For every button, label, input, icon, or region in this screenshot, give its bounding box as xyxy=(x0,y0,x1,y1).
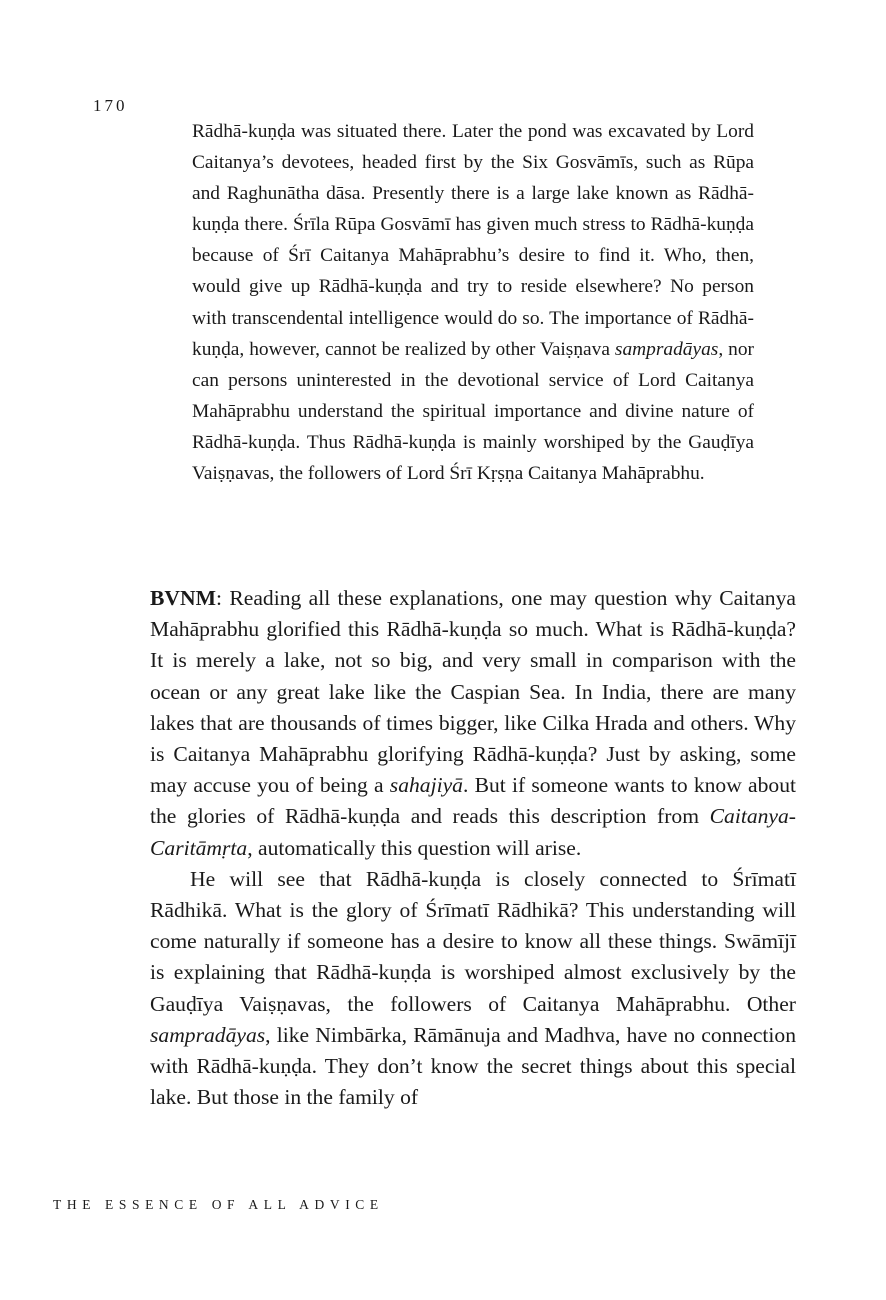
commentary-section xyxy=(150,583,796,1113)
commentary-paragraph-1 xyxy=(150,583,796,864)
quote-italic-sampradayas: sampradāyas xyxy=(614,338,719,360)
p2-italic-sampradayas: sampradāyas xyxy=(150,1022,266,1047)
p1-text-3: , automatically this question will arise. xyxy=(247,835,582,860)
page-number: 170 xyxy=(93,96,128,115)
p1-italic-book-title: Caitanya-Caritāmṛta xyxy=(150,804,796,860)
p2-text-2: , like Nimbārka, Rāmānuja and Madhva, have no connection with Rādhā-kuṇḍa. They don’t know the secret things about this special lake. But those in the family of xyxy=(150,1022,796,1110)
p2-text-1: He will see that Rādhā-kuṇḍa is closely connected to Śrīmatī Rādhikā. What is the glory of Śrīmatī Rādhikā? This understanding will come naturally if someone has a desire to know all these things. Swāmījī is explaining that Rādhā-kuṇḍa is worshiped almost exclusively by the Gauḍīya Vaiṣṇavas, the followers of Caitanya Mahāprabhu. Other xyxy=(150,866,796,1016)
quote-text-2: , nor can persons uninterested in the devotional service of Lord Caitanya Mahāprabhu understand the spiritual importance and divine nature of Rādhā-kuṇḍa. Thus Rādhā-kuṇḍa is mainly worshiped by the Gauḍīya Vaiṣṇavas, the followers of Lord Śrī Kṛṣṇa Caitanya Mahāprabhu. xyxy=(192,338,754,485)
quote-text-1: Rādhā-kuṇḍa was situated there. Later the pond was excavated by Lord Caitanya’s devotees, headed first by the Six Gosvāmīs, such as Rūpa and Raghunātha dāsa. Presently there is a large lake known as Rādhā-kuṇḍa there. Śrīla Rūpa Gosvāmī has given much stress to Rādhā-kuṇḍa because of Śrī Caitanya Mahāprabhu’s desire to find it. Who, then, would give up Rādhā-kuṇḍa and try to reside elsewhere? No person with transcendental intelligence would do so. The importance of Rādhā-kuṇḍa, however, cannot be realized by other Vaiṣṇava xyxy=(192,121,754,360)
commentary-paragraph-2 xyxy=(150,864,796,1114)
p1-text-2: . But if someone wants to know about the glories of Rādhā-kuṇḍa and reads this description from xyxy=(150,773,796,829)
running-footer: THE ESSENCE OF ALL ADVICE xyxy=(53,1197,384,1212)
quoted-purport xyxy=(192,116,754,489)
p1-italic-sahajiya: sahajiyā xyxy=(389,773,463,798)
p1-text-1: : Reading all these explanations, one may question why Caitanya Mahāprabhu glorified this Rādhā-kuṇḍa so much. What is Rādhā-kuṇḍa? It is merely a lake, not so big, and very small in comparison with the ocean or any great lake like the Caspian Sea. In India, there are many lakes that are thousands of times bigger, like Cilka Hrada and others. Why is Caitanya Mahāprabhu glorifying Rādhā-kuṇḍa? Just by asking, some may accuse you of being a xyxy=(150,586,796,798)
speaker-label: BVNM xyxy=(150,586,216,610)
